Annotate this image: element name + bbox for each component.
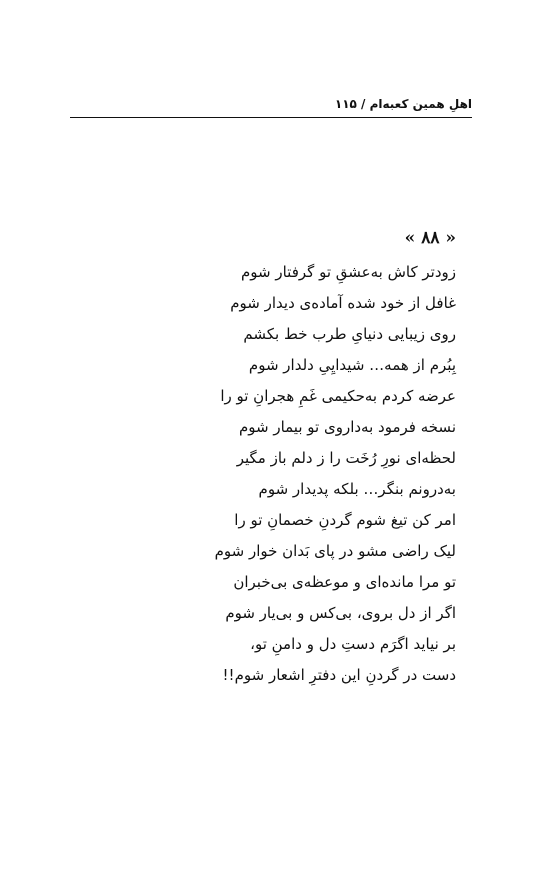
poem-line: نسخه فرمود به‌داروی تو بیمار شوم — [238, 418, 456, 436]
poem-line: بِبُرم از همه… شیدایِیِ دلدار شوم — [248, 356, 456, 374]
poem-line: لحظه‌ای نورِ رُخَت را ز دلم باز مگیر — [236, 449, 456, 467]
poem-line: بر نیاید اگرَم دستِ دل و دامنِ تو، — [250, 635, 456, 653]
poem-line: تو مرا مانده‌ای و موعظه‌ی بی‌خبران — [233, 573, 456, 591]
poem-line: اگر از دل بروی، بی‌کس و بی‌یار شوم — [225, 604, 456, 622]
poem-line: زودتر کاش به‌عشقِ تو گرفتار شوم — [241, 263, 456, 281]
poem-line: امر کن تیغ شوم گردنِ خصمانِ تو را — [234, 511, 456, 529]
poem-line: دست در گردنِ این دفترِ اشعار شوم!! — [222, 666, 456, 684]
header-divider — [70, 117, 472, 118]
poem-line: لیک راضی مشو در پای بَدان خوار شوم — [214, 542, 456, 560]
running-title: اهلِ همین کعبه‌ام / ۱۱۵ — [334, 97, 472, 111]
poem-number: « ۸۸ » — [404, 228, 456, 248]
running-header — [70, 93, 472, 115]
poem-line: به‌درونم بنگر… بلکه پدیدار شوم — [258, 480, 456, 498]
poem-line: عرضه کردم به‌حکیمی غَمِ هجرانِ تو را — [220, 387, 456, 405]
poem-line: روی زیبایی دنیایِ طرب خط بکشم — [243, 325, 456, 343]
poem-line: غافل از خود شده آماده‌ی دیدار شوم — [230, 294, 456, 312]
poem-body — [150, 257, 456, 691]
